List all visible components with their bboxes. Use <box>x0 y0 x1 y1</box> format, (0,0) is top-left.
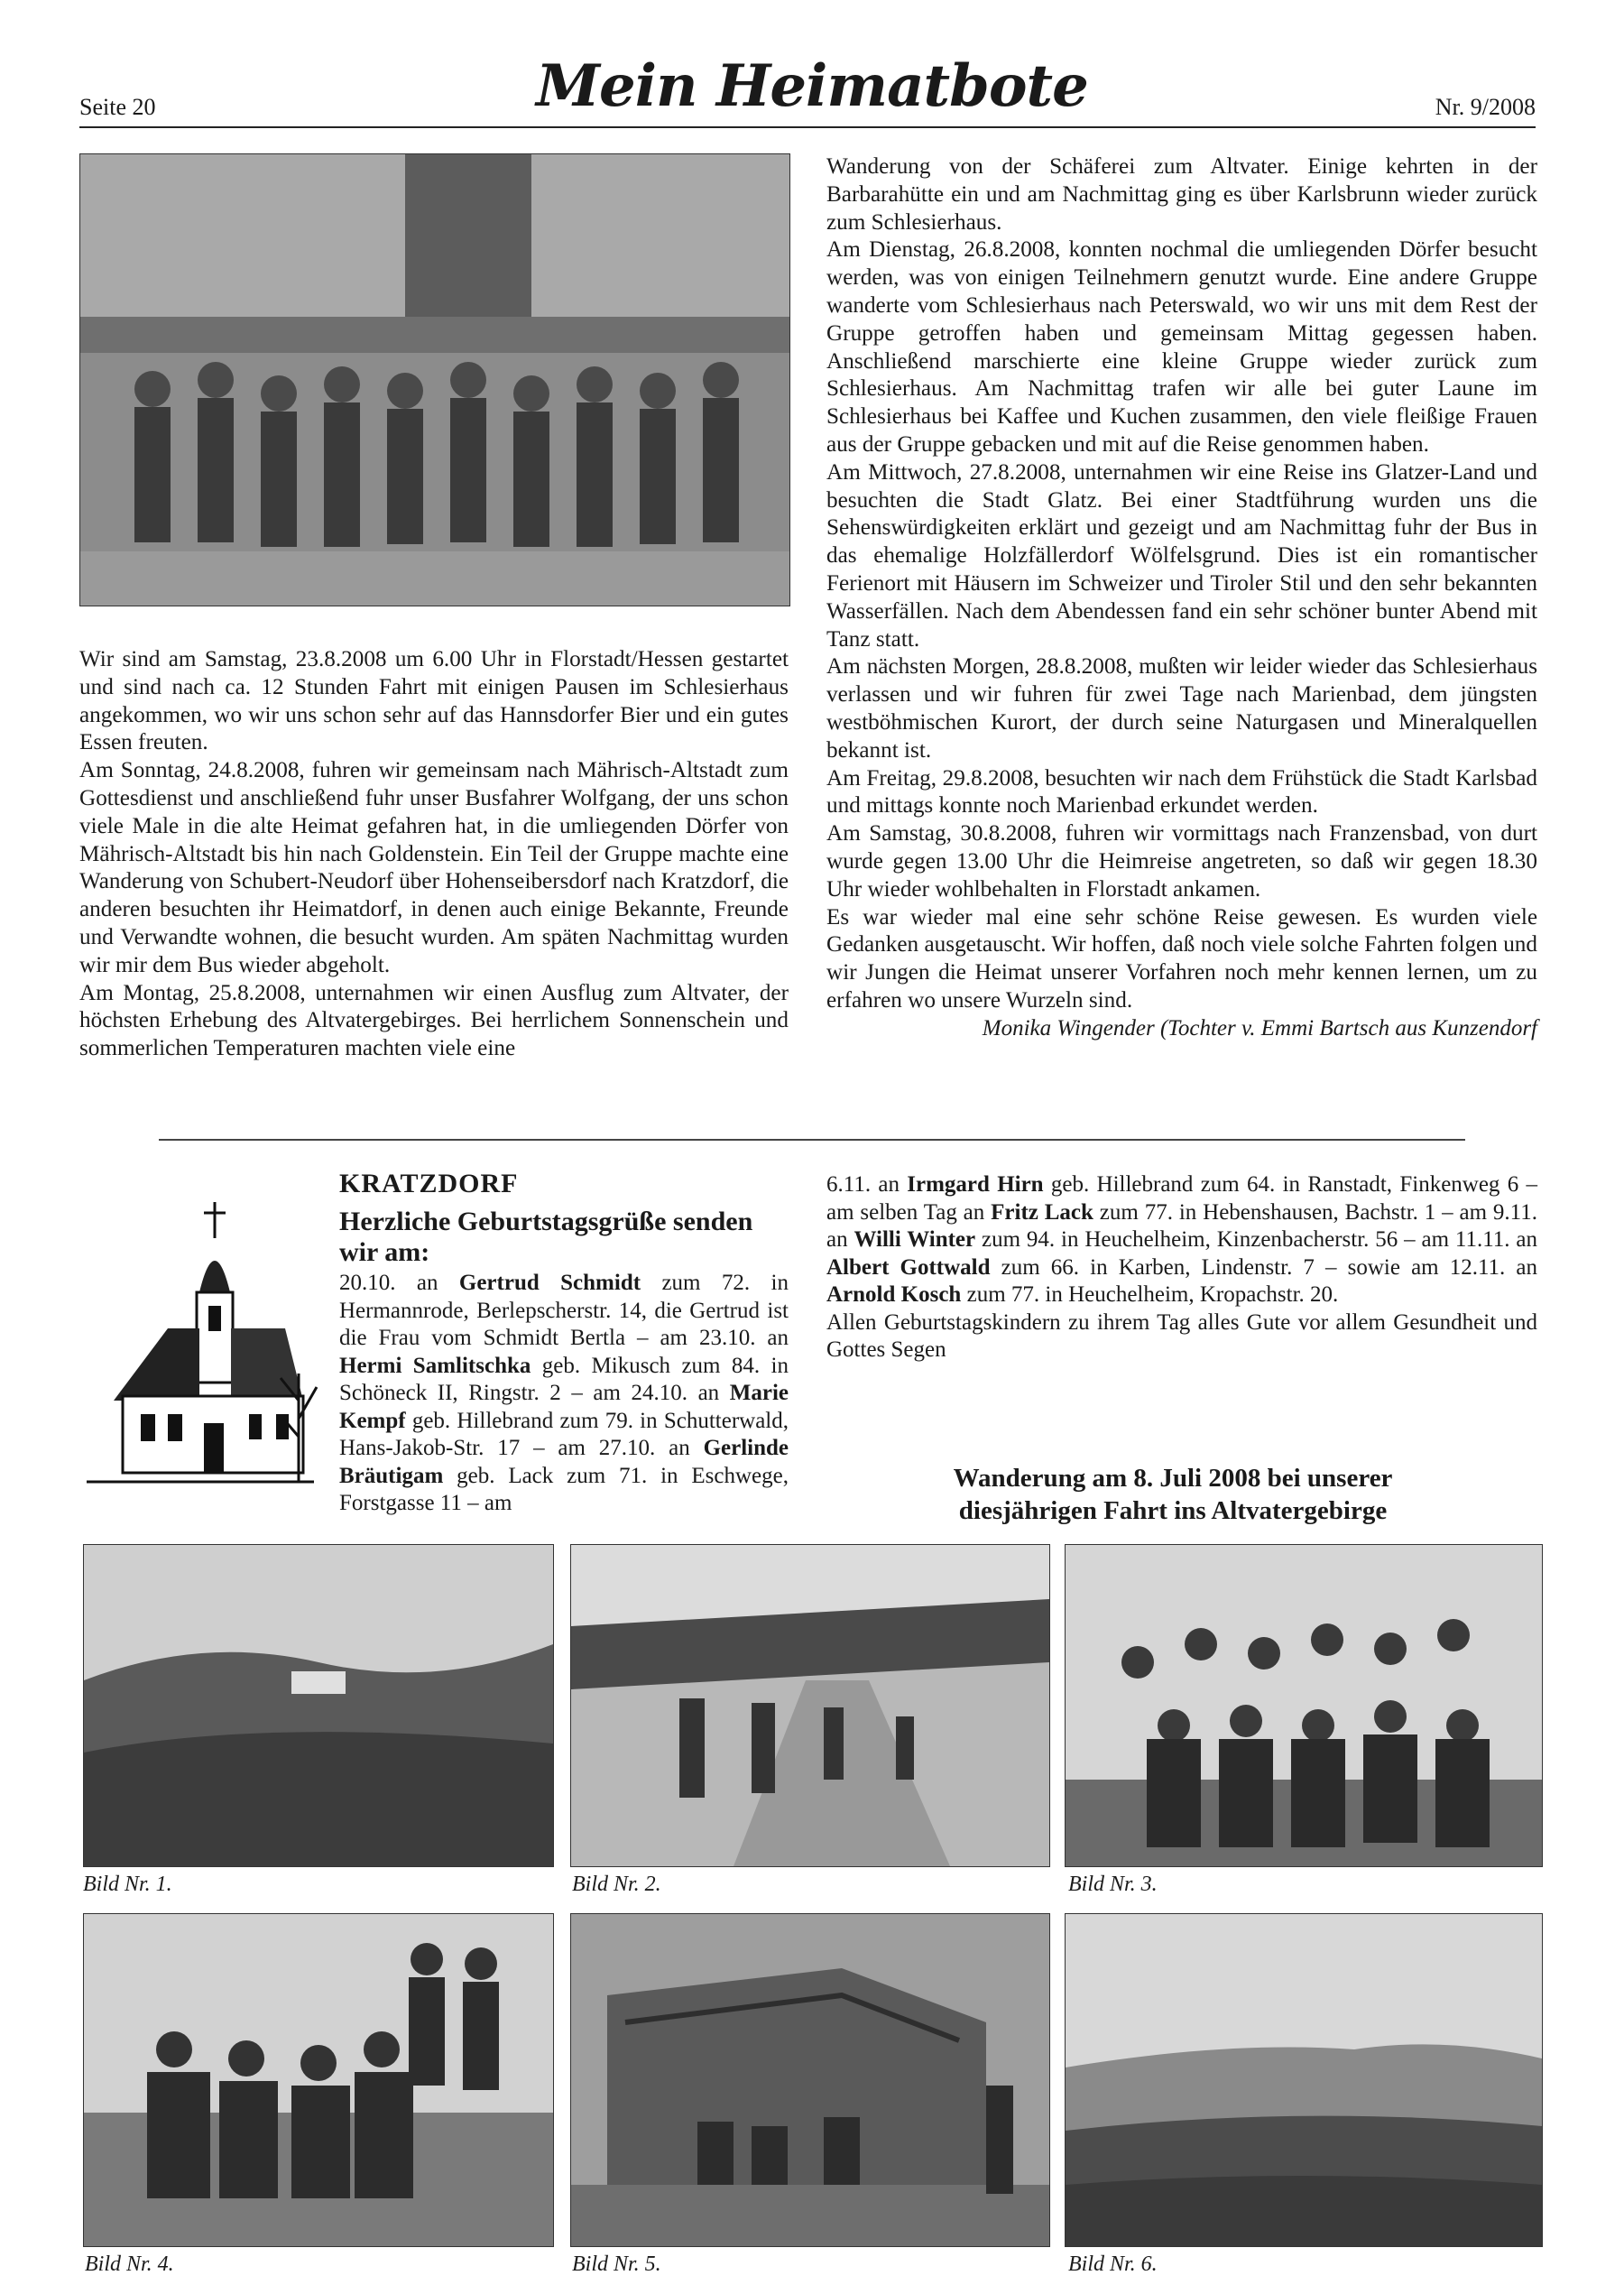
caption-3: Bild Nr. 3. <box>1068 1873 1158 1896</box>
author-signature: Monika Wingender (Tochter v. Emmi Bartsch aus Kunzendorf <box>982 1015 1537 1041</box>
photo-5 <box>570 1913 1050 2247</box>
left-paragraph-2: Am Sonntag, 24.8.2008, fuhren wir gemeinsam nach Mährisch-Altstadt zum Gottesdienst und anschließend fuhr unser Busfahrer Wolfgang, der uns schon viele Male in die alte Heimat gefahren hat, in die umliegenden Dörfer von Mährisch-Altstadt bis hin nach Goldenstein. Ein Teil der Gruppe machte eine Wanderung von Schubert-Neudorf über Hohenseibersdorf nach Kratzdorf, die anderen besuchten ihr Heimatdorf, in denen auch einige Bekannte, Freunde und Verwandte wohnen, die besucht wurden. Am späten Nachmittag wurden wir mir dem Bus wieder abgeholt. <box>79 758 789 977</box>
birthday-text: geb. Hillebrand zum 64. in Ranstadt, Finkenweg 6 – am selben Tag an <box>826 1172 1538 1225</box>
right-paragraph-7: Es war wieder mal eine sehr schöne Reise gewesen. Es wurden viele Gedanken ausgetauscht. Wir hoffen, daß noch viele solche Fahrten folgen und wir Jungen die Heimat unserer Vorfahren noch mehr kennen lernen, um zu erfahren wo unsere Wurzeln sind. <box>826 904 1537 1013</box>
birthday-name: Irmgard Hirn <box>907 1172 1044 1197</box>
birthday-text: zum 72. in Hermannrode, Berlepscherstr. 14, die Gertrud ist die Frau vom Schmidt Bertla – am 23.10. an <box>339 1271 789 1350</box>
birthday-list <box>339 1270 789 1518</box>
photo-1 <box>83 1544 554 1867</box>
birthday-text: 20.10. an <box>339 1271 459 1295</box>
photo-2 <box>570 1544 1050 1867</box>
caption-2: Bild Nr. 2. <box>572 1873 661 1896</box>
group-photo <box>79 153 790 606</box>
photo-6 <box>1065 1913 1543 2247</box>
wanderung-title-line-2: diesjährigen Fahrt ins Altvatergebirge <box>958 1496 1388 1525</box>
photo-3 <box>1065 1544 1543 1867</box>
birthday-name: Marie Kempf <box>339 1381 789 1433</box>
left-paragraph-1: Wir sind am Samstag, 23.8.2008 um 6.00 Uhr in Florstadt/Hessen gestartet und sind nach ca. 12 Stunden Fahrt mit einigen Pausen im Schlesierhaus angekommen, wo wir uns schon sehr auf das Hannsdorfer Bier und ein gutes Essen freuten. <box>79 647 789 755</box>
caption-5: Bild Nr. 5. <box>572 2252 661 2276</box>
birthday-text: zum 77. in Heuchelheim, Kropachstr. 20. <box>961 1282 1339 1307</box>
section-divider <box>159 1139 1465 1141</box>
right-paragraph-6: Am Samstag, 30.8.2008, fuhren wir vormittags nach Franzensbad, von durt wurde gegen 13.00 Uhr die Heimreise angetreten, so daß wir gegen 18.30 Uhr wieder wohlbehalten in Florstadt ankamen. <box>826 821 1537 902</box>
birthday-name: Hermi Samlitschka <box>339 1353 531 1378</box>
birthday-list-continued <box>826 1171 1537 1309</box>
birthday-text: zum 94. in Heuchelheim, Kinzenbacherstr. 56 – am 11.11. an <box>975 1227 1537 1252</box>
birthday-text: geb. Mikusch zum 84. in Schöneck II, Ringstr. 2 – am 24.10. an <box>339 1353 789 1405</box>
issue-number: Nr. 9/2008 <box>1435 94 1536 120</box>
birthday-name: Gerlinde Bräutigam <box>339 1436 789 1488</box>
wanderung-title-line-1: Wanderung am 8. Juli 2008 bei unserer <box>953 1464 1393 1493</box>
birthday-name: Arnold Kosch <box>826 1282 962 1307</box>
birthday-name: Albert Gottwald <box>826 1254 991 1280</box>
right-column-text <box>826 153 1537 1043</box>
masthead-title: Mein Heimatbote <box>536 52 1088 120</box>
birthday-name: Gertrud Schmidt <box>458 1271 641 1295</box>
kratzdorf-continued <box>826 1171 1537 1364</box>
caption-6: Bild Nr. 6. <box>1068 2252 1158 2276</box>
kratzdorf-section <box>339 1169 789 1518</box>
right-paragraph-5: Am Freitag, 29.8.2008, besuchten wir nach dem Frühstück die Stadt Karlsbad und mittags konnte noch Marienbad erkundet werden. <box>826 765 1537 819</box>
left-paragraph-3: Am Montag, 25.8.2008, unternahmen wir einen Ausflug zum Altvater, der höchsten Erhebung des Altvatergebirges. Bei herrlichem Sonnenschein und sommerlichen Temperaturen machten viele eine <box>79 980 789 1061</box>
left-column-text <box>79 646 789 1063</box>
right-paragraph-1: Wanderung von der Schäferei zum Altvater. Einige kehrten in der Barbarahütte ein und am Nachmittag ging es über Karlsbrunn wieder zurück zum Schlesierhaus. <box>826 154 1537 235</box>
right-paragraph-3: Am Mittwoch, 27.8.2008, unternahmen wir eine Reise ins Glatzer-Land und besuchten die Stadt Glatz. Bei einer Stadtführung wurden uns die Sehenswürdigkeiten erklärt und gezeigt und am Nachmittag fuhr der Bus in das ehemalige Holzfällerdorf Wölfelsgrund. Dies ist ein romantischer Ferienort mit Häusern im Schweizer und Tiroler Stil und den sehr bekannten Wasserfällen. Nach dem Abendessen fand ein sehr schöner bunter Abend mit Tanz statt. <box>826 459 1537 652</box>
wanderung-title <box>902 1462 1444 1527</box>
chapel-illustration <box>78 1193 321 1500</box>
photo-4 <box>83 1913 554 2247</box>
birthday-text: zum 77. in Hebenshausen, Bachstr. 1 – am 9.11. an <box>826 1199 1537 1252</box>
birthday-closing: Allen Geburtstagskindern zu ihrem Tag alles Gute vor allem Gesundheit und Gottes Segen <box>826 1309 1537 1362</box>
birthday-name: Fritz Lack <box>991 1199 1093 1225</box>
header-rule <box>79 126 1536 128</box>
kratzdorf-subheading: Herzliche Geburtstagsgrüße senden wir am: <box>339 1207 753 1267</box>
birthday-name: Willi Winter <box>854 1227 976 1252</box>
caption-1: Bild Nr. 1. <box>83 1873 172 1896</box>
birthday-text: 6.11. an <box>826 1172 908 1197</box>
birthday-text: geb. Hillebrand zum 79. in Schutterwald, Hans-Jakob-Str. 17 – am 27.10. an <box>339 1408 789 1460</box>
birthday-text: geb. Lack zum 71. in Eschwege, Forstgasse 11 – am <box>339 1463 789 1515</box>
caption-4: Bild Nr. 4. <box>85 2252 174 2276</box>
right-paragraph-4: Am nächsten Morgen, 28.8.2008, mußten wir leider wieder das Schlesierhaus verlassen und wir fuhren für zwei Tage nach Marienbad, dem jüngsten westböhmischen Kurort, der durch seine Naturgasen und Mineralquellen bekannt ist. <box>826 654 1537 763</box>
right-paragraph-2: Am Dienstag, 26.8.2008, konnten nochmal die umliegenden Dörfer besucht werden, was von einigen Teilnehmern genutzt wurde. Eine andere Gruppe wanderte vom Schlesierhaus nach Peterswald, wo wir uns mit dem Rest der Gruppe getroffen haben und gemeinsam Mittag gegessen haben. Anschließend marschierte eine kleine Gruppe wieder zurück zum Schlesierhaus. Am Nachmittag trafen wir alle bei guter Laune im Schlesierhaus bei Kaffee und Kuchen zusammen, den viele fleißige Frauen aus der Gruppe gebacken und mit auf die Reise genommen haben. <box>826 237 1537 457</box>
kratzdorf-heading: KRATZDORF <box>339 1169 519 1198</box>
page-number: Seite 20 <box>79 94 156 120</box>
birthday-text: zum 66. in Karben, Lindenstr. 7 – sowie am 12.11. an <box>990 1254 1537 1280</box>
